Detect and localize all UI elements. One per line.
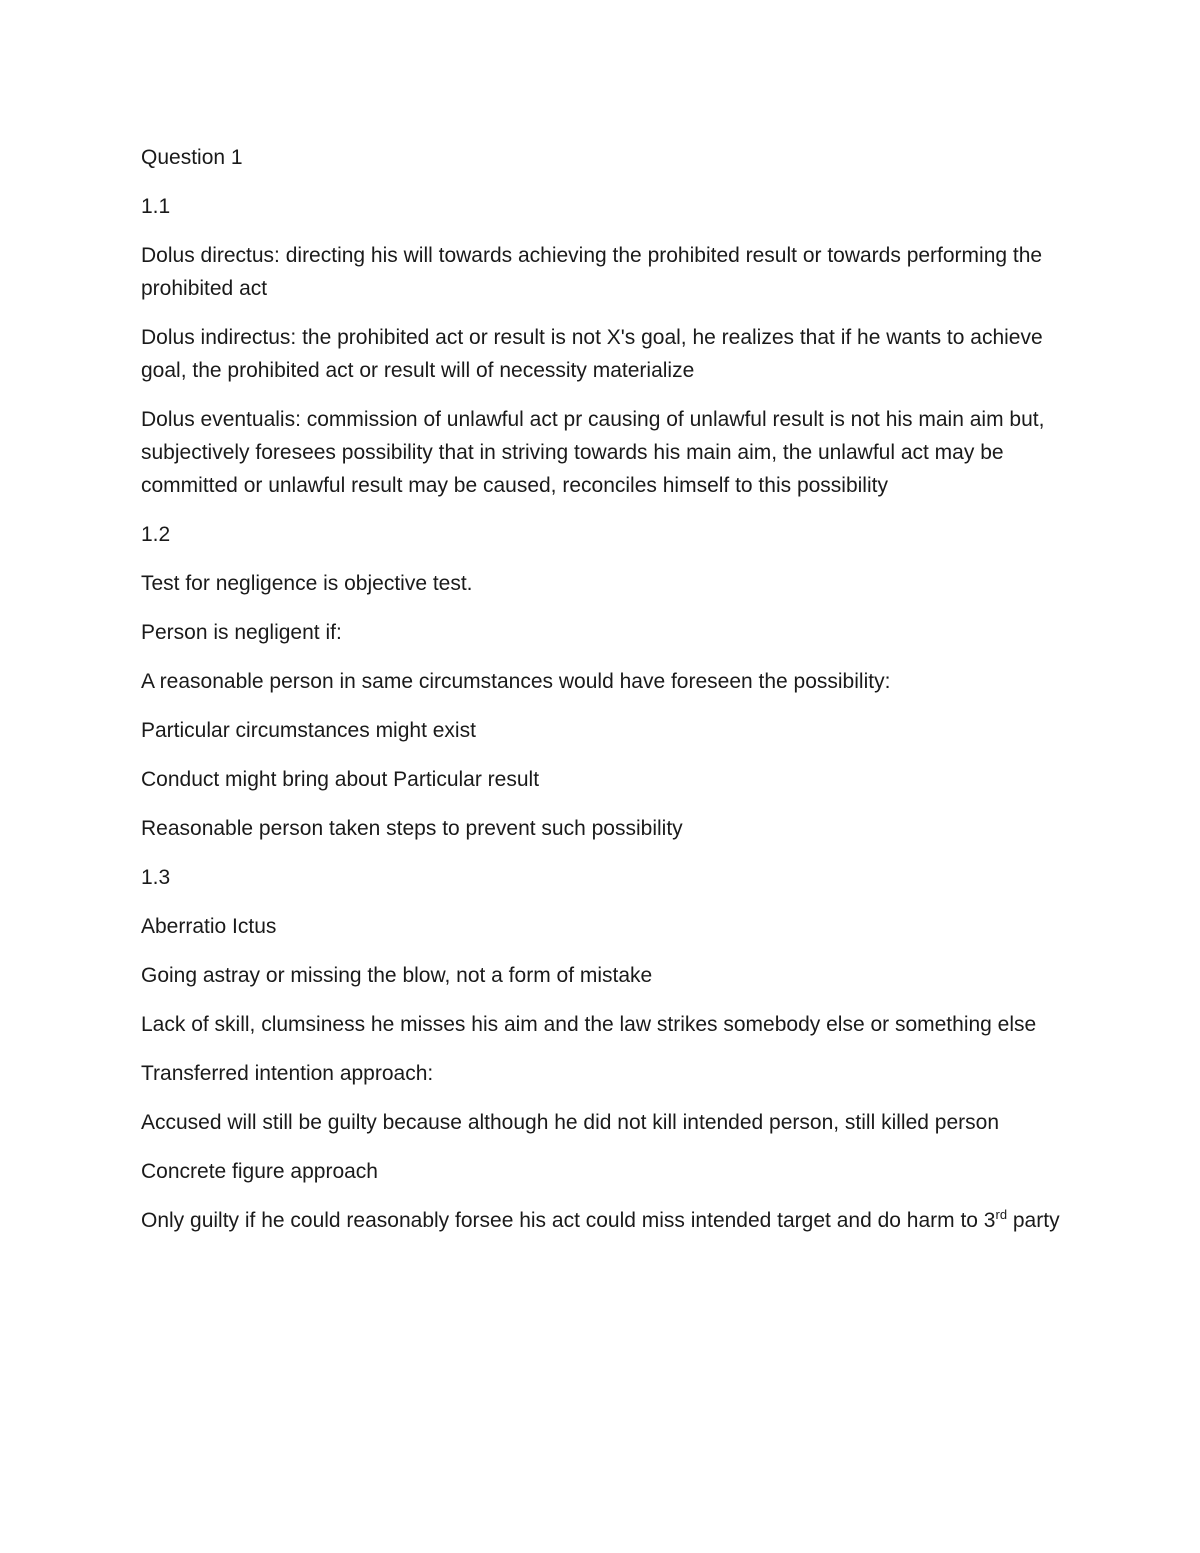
section-number-1-1: 1.1 [141, 195, 171, 218]
aberratio-definition-paragraph: Going astray or missing the blow, not a form of mistake [141, 964, 653, 987]
dolus-indirectus-paragraph: Dolus indirectus: the prohibited act or result is not X's goal, he realizes that if he wants to achieve goal, the prohibited act or result will of necessity materialize [141, 326, 1043, 382]
question-title: Question 1 [141, 146, 243, 169]
ordinal-superscript: rd [995, 1207, 1008, 1222]
transferred-intention-paragraph: Accused will still be guilty because although he did not kill intended person, still killed person [141, 1111, 999, 1134]
steps-paragraph: Reasonable person taken steps to prevent such possibility [141, 817, 683, 840]
dolus-directus-paragraph: Dolus directus: directing his will towards achieving the prohibited result or towards performing the prohibited act [141, 244, 1043, 300]
transferred-intention-heading: Transferred intention approach: [141, 1062, 434, 1085]
section-number-1-3: 1.3 [141, 866, 171, 889]
concrete-figure-heading: Concrete figure approach [141, 1160, 378, 1183]
negligent-if-paragraph: Person is negligent if: [141, 621, 342, 644]
concrete-figure-paragraph [141, 1204, 1066, 1237]
reasonable-person-paragraph: A reasonable person in same circumstances would have foreseen the possibility: [141, 670, 891, 693]
aberratio-ictus-term: Aberratio Ictus [141, 915, 277, 938]
circumstances-paragraph: Particular circumstances might exist [141, 719, 476, 742]
concrete-figure-text: Only guilty if he could reasonably forsee his act could miss intended target and do harm to 3 [141, 1209, 996, 1232]
conduct-paragraph: Conduct might bring about Particular result [141, 768, 540, 791]
section-number-1-2: 1.2 [141, 523, 171, 546]
concrete-figure-tail: party [1007, 1209, 1060, 1232]
lack-of-skill-paragraph: Lack of skill, clumsiness he misses his aim and the law strikes somebody else or something else [141, 1013, 1037, 1036]
document-body [141, 141, 1066, 1253]
dolus-eventualis-paragraph: Dolus eventualis: commission of unlawful act pr causing of unlawful result is not his main aim but, subjectively foresees possibility that in striving towards his main aim, the unlawful act may be committed or unlawful result may be caused, reconciles himself to this possibility [141, 408, 1045, 497]
objective-test-paragraph: Test for negligence is objective test. [141, 572, 473, 595]
